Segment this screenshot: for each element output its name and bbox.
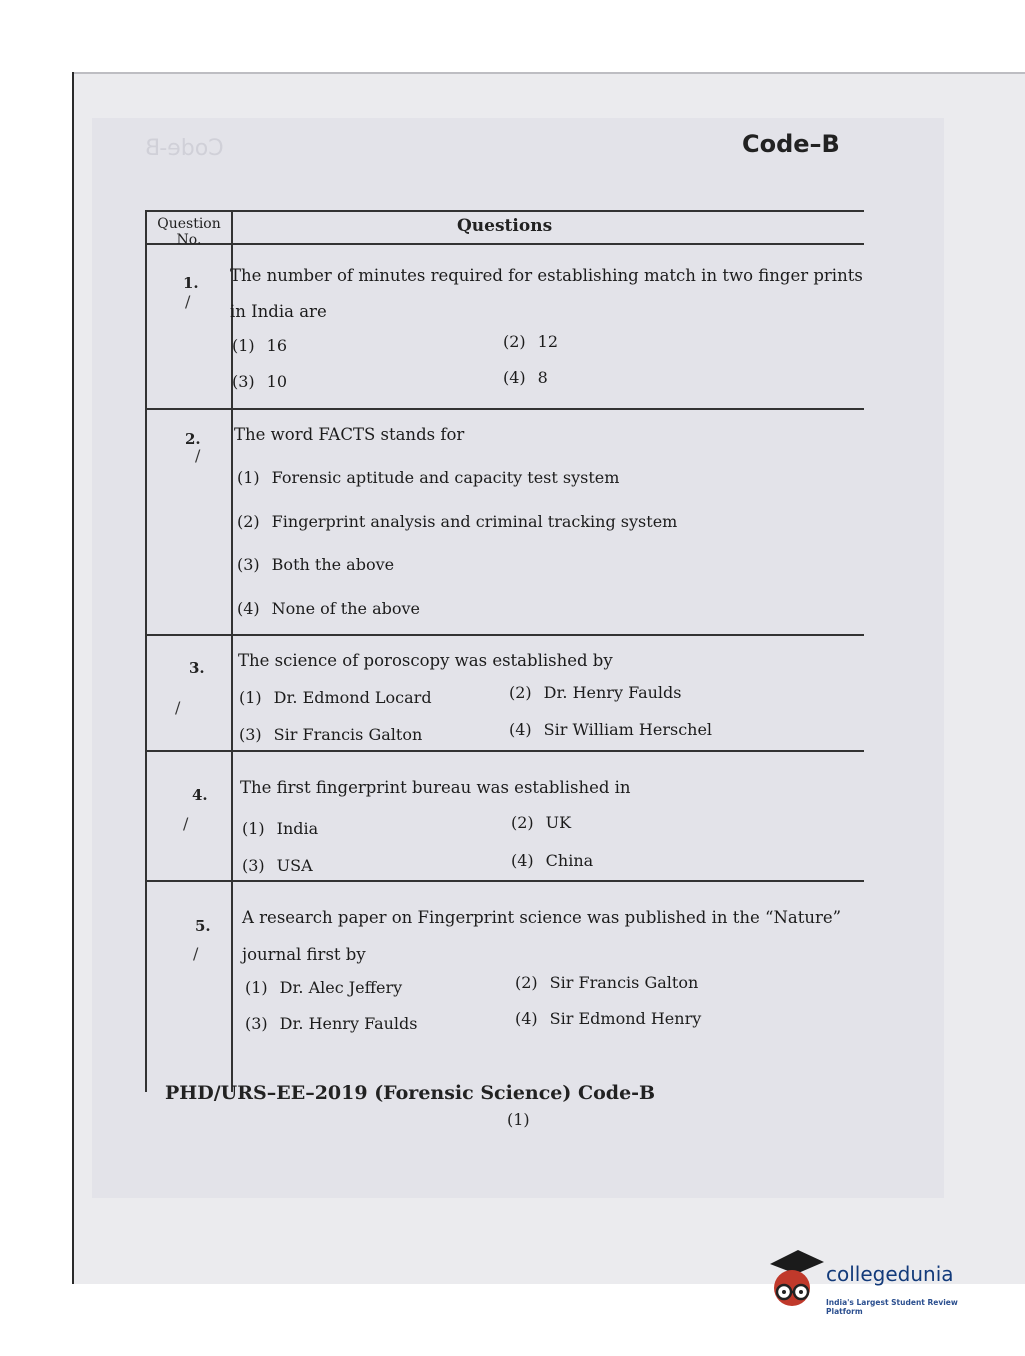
question-number: 5. — [195, 917, 211, 935]
brand-tagline: India's Largest Student Review Platform — [826, 1298, 958, 1316]
option: (3) Dr. Henry Faulds — [245, 1014, 418, 1033]
option: (2) Fingerprint analysis and criminal tracking system — [237, 512, 678, 531]
tick-mark: / — [175, 698, 181, 717]
question-text: in India are — [230, 302, 327, 321]
option: (1) Dr. Alec Jeffery — [245, 978, 403, 997]
question-no-header: Question No. — [157, 216, 221, 248]
row-divider — [147, 880, 864, 882]
question-number: 3. — [189, 659, 205, 677]
questions-header: Questions — [457, 216, 553, 236]
option: (1) Dr. Edmond Locard — [239, 688, 432, 707]
page-number: (1) — [507, 1110, 530, 1129]
ghost-code-label: Code-B — [145, 136, 224, 161]
option: (4) China — [511, 851, 594, 870]
question-text: The word FACTS stands for — [234, 425, 465, 444]
question-number: 4. — [192, 786, 208, 804]
question-text: journal first by — [242, 945, 366, 964]
question-text: The science of poroscopy was established by — [238, 651, 613, 670]
mascot-icon — [768, 1248, 824, 1316]
question-text: A research paper on Fingerprint science was published in the “Nature” — [242, 908, 842, 927]
row-divider — [147, 408, 864, 410]
option: (1) Forensic aptitude and capacity test system — [237, 468, 620, 487]
option: (1) 16 — [232, 336, 288, 355]
question-text: The number of minutes required for establishing match in two finger prints — [230, 266, 863, 285]
paper-code: Code–B — [742, 130, 840, 158]
brand-name: collegedunia — [826, 1262, 954, 1286]
option: (3) USA — [242, 856, 313, 875]
option: (3) Both the above — [237, 555, 395, 574]
question-text: The first fingerprint bureau was established in — [240, 778, 631, 797]
option: (4) Sir William Herschel — [509, 720, 713, 739]
question-number: 2. — [185, 430, 201, 448]
header-divider — [147, 243, 864, 245]
option: (2) 12 — [503, 332, 559, 351]
option: (3) Sir Francis Galton — [239, 725, 423, 744]
question-number: 1. — [183, 274, 199, 292]
option: (1) India — [242, 819, 319, 838]
option: (2) Sir Francis Galton — [515, 973, 699, 992]
row-divider — [147, 634, 864, 636]
brand-logo[interactable] — [768, 1248, 993, 1316]
paper-footer-title: PHD/URS–EE–2019 (Forensic Science) Code-B — [165, 1082, 656, 1104]
row-divider — [147, 750, 864, 752]
question-table — [145, 210, 864, 1092]
option: (3) 10 — [232, 372, 288, 391]
option: (2) UK — [511, 813, 572, 832]
option: (4) Sir Edmond Henry — [515, 1009, 702, 1028]
tick-mark: / — [183, 814, 189, 833]
tick-mark: / — [195, 446, 201, 465]
option: (2) Dr. Henry Faulds — [509, 683, 682, 702]
tick-mark: / — [185, 292, 191, 311]
tick-mark: / — [193, 944, 199, 963]
option: (4) 8 — [503, 368, 548, 387]
option: (4) None of the above — [237, 599, 421, 618]
